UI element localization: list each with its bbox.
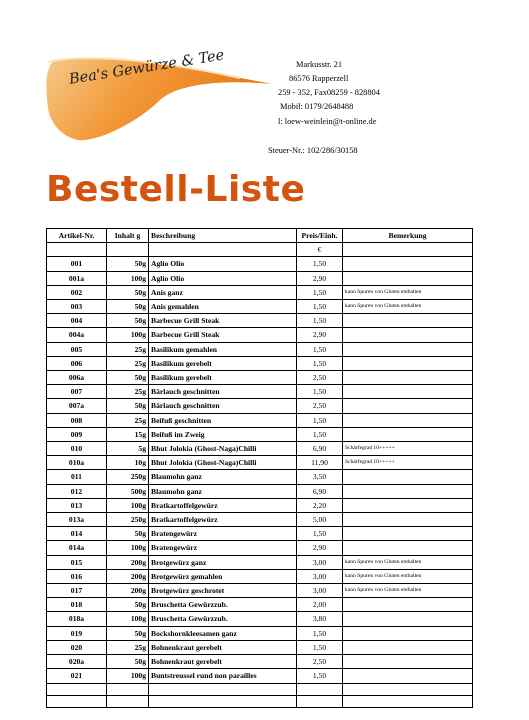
price: 1,50 — [297, 640, 343, 654]
article-number: 017 — [47, 584, 107, 598]
description: Barbecue Grill Steak — [149, 328, 297, 342]
article-number: 001 — [47, 257, 107, 271]
note: kann Spuren von Gluten enthalten — [343, 285, 473, 299]
price: 1,50 — [297, 342, 343, 356]
article-number: 011 — [47, 470, 107, 484]
article-number: 002 — [47, 285, 107, 299]
note — [343, 413, 473, 427]
article-number: 008 — [47, 413, 107, 427]
table-row — [47, 527, 473, 541]
description: Bhut Jolokia (Ghost-Naga)Chilli — [149, 456, 297, 470]
description: Basilikum gerebelt — [149, 356, 297, 370]
table-row — [47, 328, 473, 342]
empty-cell — [297, 695, 343, 707]
note — [343, 427, 473, 441]
content-size: 25g — [107, 342, 149, 356]
note — [343, 328, 473, 342]
price: 3,50 — [297, 470, 343, 484]
note: Schärfegrad 10+++++ — [343, 442, 473, 456]
table-row — [47, 385, 473, 399]
note — [343, 626, 473, 640]
note — [343, 669, 473, 683]
content-size: 5g — [107, 442, 149, 456]
note — [343, 541, 473, 555]
table-row — [47, 399, 473, 413]
article-number: 006a — [47, 371, 107, 385]
table-row — [47, 669, 473, 683]
content-size: 15g — [107, 427, 149, 441]
article-number: 016 — [47, 569, 107, 583]
description: Bhut Jolokia (Ghost-Naga)Chilli — [149, 442, 297, 456]
note — [343, 484, 473, 498]
article-number: 021 — [47, 669, 107, 683]
empty-cell — [107, 683, 149, 695]
description: Bratengewürz — [149, 527, 297, 541]
note — [343, 527, 473, 541]
article-number: 020a — [47, 655, 107, 669]
article-number: 004a — [47, 328, 107, 342]
currency-symbol: € — [297, 243, 343, 257]
table-row — [47, 257, 473, 271]
description: Anis gemahlen — [149, 300, 297, 314]
table-row — [47, 300, 473, 314]
table-row — [47, 371, 473, 385]
address-email: l: loew-weinlein@t-online.de — [278, 117, 377, 126]
price: 2,00 — [297, 598, 343, 612]
col-header-note: Bemerkung — [343, 229, 473, 243]
empty-row — [47, 695, 473, 707]
price: 1,50 — [297, 527, 343, 541]
content-size: 250g — [107, 470, 149, 484]
price: 11,90 — [297, 456, 343, 470]
note — [343, 342, 473, 356]
content-size: 100g — [107, 612, 149, 626]
note — [343, 598, 473, 612]
table-row — [47, 498, 473, 512]
note — [343, 498, 473, 512]
note — [343, 257, 473, 271]
col-header-description: Beschreibung — [149, 229, 297, 243]
article-number: 004 — [47, 314, 107, 328]
price: 1,50 — [297, 427, 343, 441]
empty-row — [47, 683, 473, 695]
description: Aglio Olio — [149, 257, 297, 271]
price: 2,90 — [297, 541, 343, 555]
table-header-row — [47, 229, 473, 243]
address-mobile: Mobil: 0179/2648488 — [280, 102, 354, 111]
description: Beifuß geschnitten — [149, 413, 297, 427]
table-row — [47, 442, 473, 456]
table-row — [47, 513, 473, 527]
note — [343, 399, 473, 413]
content-size: 25g — [107, 356, 149, 370]
content-size: 50g — [107, 314, 149, 328]
description: Blaumohn ganz — [149, 470, 297, 484]
article-number: 006 — [47, 356, 107, 370]
article-number: 010 — [47, 442, 107, 456]
description: Bärlauch geschnitten — [149, 385, 297, 399]
article-number: 003 — [47, 300, 107, 314]
article-number: 013a — [47, 513, 107, 527]
note — [343, 513, 473, 527]
content-size: 100g — [107, 498, 149, 512]
description: Bärlauch geschnitten — [149, 399, 297, 413]
company-logo — [40, 47, 280, 160]
table-row — [47, 626, 473, 640]
table-row — [47, 470, 473, 484]
content-size: 25g — [107, 385, 149, 399]
description: Bohnenkraut gerebelt — [149, 640, 297, 654]
price: 1,50 — [297, 356, 343, 370]
article-number: 014 — [47, 527, 107, 541]
description: Brotgewürz geschrotet — [149, 584, 297, 598]
description: Buntstreussel rund non parailles — [149, 669, 297, 683]
article-number: 009 — [47, 427, 107, 441]
table-row — [47, 541, 473, 555]
price: 1,50 — [297, 626, 343, 640]
content-size: 200g — [107, 555, 149, 569]
note — [343, 356, 473, 370]
content-size: 250g — [107, 513, 149, 527]
description: Bruschetta Gewürzzub. — [149, 612, 297, 626]
article-number: 001a — [47, 271, 107, 285]
note — [343, 640, 473, 654]
price: 1,50 — [297, 300, 343, 314]
table-row — [47, 612, 473, 626]
content-size: 50g — [107, 527, 149, 541]
empty-cell — [149, 695, 297, 707]
note — [343, 655, 473, 669]
description: Beifuß im Zweig — [149, 427, 297, 441]
description: Bratkartoffelgewürz — [149, 498, 297, 512]
description: Basilikum gemahlen — [149, 342, 297, 356]
currency-row — [47, 243, 473, 257]
table-row — [47, 655, 473, 669]
price: 1,50 — [297, 285, 343, 299]
description: Barbecue Grill Steak — [149, 314, 297, 328]
content-size: 50g — [107, 655, 149, 669]
empty-cell — [47, 695, 107, 707]
content-size: 500g — [107, 484, 149, 498]
note: kann Spuren von Gluten enthalten — [343, 300, 473, 314]
empty-cell — [149, 683, 297, 695]
content-size: 25g — [107, 640, 149, 654]
price: 3,00 — [297, 555, 343, 569]
table-row — [47, 271, 473, 285]
article-number: 018a — [47, 612, 107, 626]
table-row — [47, 484, 473, 498]
article-number: 014a — [47, 541, 107, 555]
empty-cell — [343, 683, 473, 695]
description: Bockshornkleesamen ganz — [149, 626, 297, 640]
price: 2,50 — [297, 371, 343, 385]
content-size: 50g — [107, 626, 149, 640]
description: Brotgewürz ganz — [149, 555, 297, 569]
description: Bohnenkraut gerebelt — [149, 655, 297, 669]
price: 1,50 — [297, 669, 343, 683]
price: 2,90 — [297, 271, 343, 285]
table-row — [47, 555, 473, 569]
description: Basilikum gerebelt — [149, 371, 297, 385]
content-size: 50g — [107, 257, 149, 271]
article-number: 007a — [47, 399, 107, 413]
table-row — [47, 427, 473, 441]
note: kann Spuren von Gluten enthalten — [343, 555, 473, 569]
note — [343, 314, 473, 328]
content-size: 10g — [107, 456, 149, 470]
description: Brotgewürz gemahlen — [149, 569, 297, 583]
price: 3,80 — [297, 612, 343, 626]
table-row — [47, 314, 473, 328]
empty-cell — [47, 683, 107, 695]
note: Schärfegrad 10+++++ — [343, 456, 473, 470]
col-header-content: Inhalt g — [107, 229, 149, 243]
price: 6,90 — [297, 442, 343, 456]
table-row — [47, 640, 473, 654]
content-size: 50g — [107, 371, 149, 385]
price: 1,50 — [297, 385, 343, 399]
col-header-article: Artikel-Nr. — [47, 229, 107, 243]
description: Blaumohn ganz — [149, 484, 297, 498]
content-size: 50g — [107, 598, 149, 612]
table-row — [47, 584, 473, 598]
article-number: 005 — [47, 342, 107, 356]
empty-cell — [297, 683, 343, 695]
price: 3,00 — [297, 584, 343, 598]
content-size: 200g — [107, 584, 149, 598]
article-number: 010a — [47, 456, 107, 470]
address-street: Markusstr. 21 — [296, 60, 343, 69]
note: kann Spuren von Gluten enthalten — [343, 584, 473, 598]
logo-text: Bea's Gewürze & Tee — [68, 47, 226, 88]
address-city: 86576 Rapperzell — [289, 74, 349, 83]
note — [343, 371, 473, 385]
content-size: 50g — [107, 300, 149, 314]
price: 5,00 — [297, 513, 343, 527]
content-size: 100g — [107, 541, 149, 555]
price: 2,90 — [297, 328, 343, 342]
table-row — [47, 569, 473, 583]
article-number: 020 — [47, 640, 107, 654]
note — [343, 612, 473, 626]
table-row — [47, 356, 473, 370]
description: Anis ganz — [149, 285, 297, 299]
article-number: 018 — [47, 598, 107, 612]
table-row — [47, 598, 473, 612]
table-row — [47, 413, 473, 427]
empty-cell — [107, 695, 149, 707]
content-size: 100g — [107, 271, 149, 285]
description: Bruschetta Gewürzzub. — [149, 598, 297, 612]
price: 2,50 — [297, 655, 343, 669]
description: Bratkartoffelgewürz — [149, 513, 297, 527]
content-size: 50g — [107, 285, 149, 299]
description: Bratengewürz — [149, 541, 297, 555]
table-row — [47, 456, 473, 470]
address-fax: 259 - 352, Fax08259 - 828804 — [278, 88, 380, 97]
article-number: 015 — [47, 555, 107, 569]
table-row — [47, 285, 473, 299]
content-size: 200g — [107, 569, 149, 583]
description: Aglio Olio — [149, 271, 297, 285]
price: 1,50 — [297, 314, 343, 328]
price: 1,50 — [297, 257, 343, 271]
price: 1,50 — [297, 413, 343, 427]
content-size: 25g — [107, 413, 149, 427]
empty-cell — [343, 695, 473, 707]
article-number: 007 — [47, 385, 107, 399]
note: kann Spuren von Gluten enthalten — [343, 569, 473, 583]
article-number: 012 — [47, 484, 107, 498]
price: 6,90 — [297, 484, 343, 498]
content-size: 100g — [107, 328, 149, 342]
tax-number: Steuer-Nr.: 102/286/30158 — [268, 146, 358, 155]
order-table — [46, 228, 473, 708]
note — [343, 385, 473, 399]
page-title: Bestell-Liste — [46, 169, 306, 210]
article-number: 019 — [47, 626, 107, 640]
note — [343, 470, 473, 484]
price: 2,20 — [297, 498, 343, 512]
table-row — [47, 342, 473, 356]
content-size: 50g — [107, 399, 149, 413]
col-header-price: Preis/Einh. — [297, 229, 343, 243]
price: 2,50 — [297, 399, 343, 413]
price: 3,00 — [297, 569, 343, 583]
content-size: 100g — [107, 669, 149, 683]
article-number: 013 — [47, 498, 107, 512]
note — [343, 271, 473, 285]
